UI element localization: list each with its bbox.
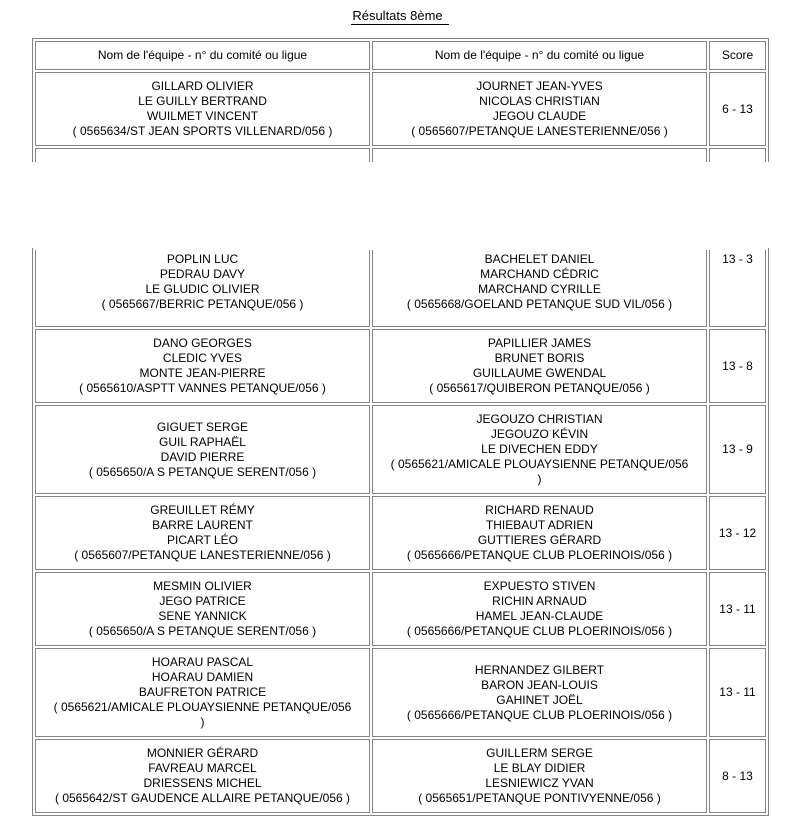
match-row	[35, 496, 766, 570]
team1-cell: HOARAU PASCAL HOARAU DAMIEN BAUFRETON PATRICE ( 0565621/AMICALE PLOUAYSIENNE PETANQUE/056 )	[35, 648, 370, 737]
team2-cell: JEGOUZO CHRISTIAN JEGOUZO KÉVIN LE DIVECHEN EDDY ( 0565621/AMICALE PLOUAYSIENNE PETANQUE/056 )	[372, 405, 707, 494]
score-cell: 6 - 13	[709, 72, 766, 146]
clipped-team-cell	[372, 148, 707, 162]
match-row	[35, 648, 766, 737]
match-row	[35, 739, 766, 813]
team2-cell: HERNANDEZ GILBERT BARON JEAN-LOUIS GAHINET JOËL ( 0565666/PETANQUE CLUB PLOERINOIS/056 )	[372, 648, 707, 737]
team2-cell: PAPILLIER JAMES BRUNET BORIS GUILLAUME GWENDAL ( 0565617/QUIBERON PETANQUE/056 )	[372, 329, 707, 403]
team1-cell: POPLIN LUC PEDRAU DAVY LE GLUDIC OLIVIER ( 0565667/BERRIC PETANQUE/056 )	[35, 250, 370, 327]
team1-cell: GILLARD OLIVIER LE GUILLY BERTRAND WUILMET VINCENT ( 0565634/ST JEAN SPORTS VILLENARD/056 )	[35, 72, 370, 146]
clipped-team-cell	[35, 148, 370, 162]
page-title	[0, 0, 800, 23]
score-cell: 13 - 11	[709, 648, 766, 737]
team2-cell: EXPUESTO STIVEN RICHIN ARNAUD HAMEL JEAN-CLAUDE ( 0565666/PETANQUE CLUB PLOERINOIS/056 )	[372, 572, 707, 646]
clipped-row	[35, 148, 766, 162]
score-cell: 13 - 12	[709, 496, 766, 570]
team2-cell: JOURNET JEAN-YVES NICOLAS CHRISTIAN JEGOU CLAUDE ( 0565607/PETANQUE LANESTERIENNE/056 )	[372, 72, 707, 146]
results-table-top-fragment	[32, 38, 800, 162]
team2-cell: RICHARD RENAUD THIEBAUT ADRIEN GUTTIERES GÉRARD ( 0565666/PETANQUE CLUB PLOERINOIS/056 )	[372, 496, 707, 570]
results-table	[32, 38, 769, 162]
header-cell-team2: Nom de l'équipe - n° du comité ou ligue	[372, 41, 707, 70]
match-row	[35, 572, 766, 646]
match-row	[35, 405, 766, 494]
header-row	[35, 41, 766, 70]
team1-cell: MESMIN OLIVIER JEGO PATRICE SENE YANNICK ( 0565650/A S PETANQUE SERENT/056 )	[35, 572, 370, 646]
header-cell-score: Score	[709, 41, 766, 70]
team2-cell: BACHELET DANIEL MARCHAND CÉDRIC MARCHAND CYRILLE ( 0565668/GOELAND PETANQUE SUD VIL/056 )	[372, 250, 707, 327]
score-cell: 13 - 9	[709, 405, 766, 494]
match-row	[35, 72, 766, 146]
match-row	[35, 250, 766, 327]
team2-cell: GUILLERM SERGE LE BLAY DIDIER LESNIEWICZ YVAN ( 0565651/PETANQUE PONTIVYENNE/056 )	[372, 739, 707, 813]
team1-cell: MONNIER GÉRARD FAVREAU MARCEL DRIESSENS MICHEL ( 0565642/ST GAUDENCE ALLAIRE PETANQUE/056 )	[35, 739, 370, 813]
score-cell: 8 - 13	[709, 739, 766, 813]
score-cell: 13 - 11	[709, 572, 766, 646]
results-table-bottom-fragment	[32, 248, 800, 816]
clipped-score-cell	[709, 148, 766, 162]
team1-cell: DANO GEORGES CLEDIC YVES MONTE JEAN-PIERRE ( 0565610/ASPTT VANNES PETANQUE/056 )	[35, 329, 370, 403]
match-row	[35, 329, 766, 403]
header-cell-team1: Nom de l'équipe - n° du comité ou ligue	[35, 41, 370, 70]
screenshot-gap	[0, 162, 800, 248]
team1-cell: GREUILLET RÉMY BARRE LAURENT PICART LÉO ( 0565607/PETANQUE LANESTERIENNE/056 )	[35, 496, 370, 570]
results-table-continued	[32, 248, 769, 816]
page-title-text: Résultats 8ème	[351, 8, 448, 25]
score-cell: 13 - 8	[709, 329, 766, 403]
team1-cell: GIGUET SERGE GUIL RAPHAËL DAVID PIERRE ( 0565650/A S PETANQUE SERENT/056 )	[35, 405, 370, 494]
score-cell: 13 - 3	[709, 250, 766, 327]
